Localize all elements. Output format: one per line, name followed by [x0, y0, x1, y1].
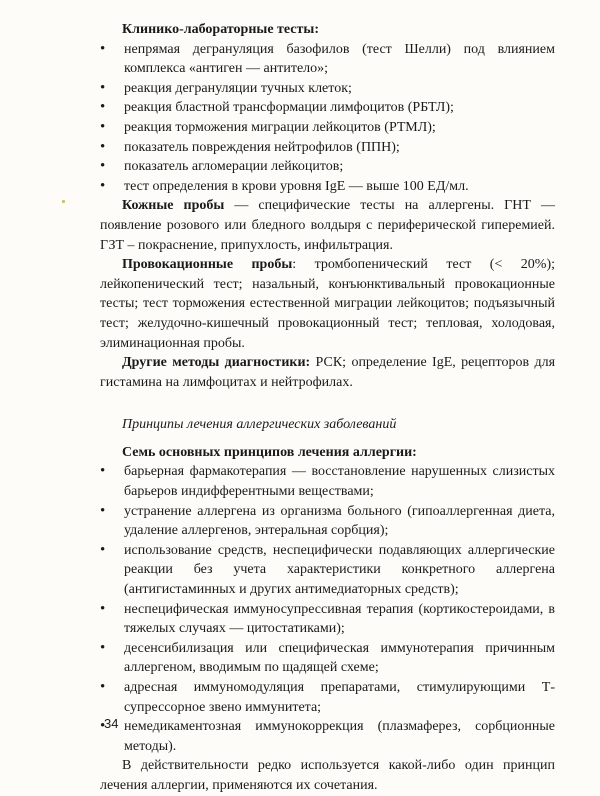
- list-item: • непрямая дегрануляция базофилов (тест Шелли) под влиянием комплекса «антиген — антитело»;: [100, 40, 555, 79]
- principles-heading: Семь основных принципов лечения аллергии:: [122, 444, 417, 460]
- page-number: 34: [104, 716, 119, 731]
- paper-speck: [62, 200, 65, 203]
- list-item: • реакция дегрануляции тучных клеток;: [100, 79, 555, 99]
- other-methods-text: РСК; определение IgE, рецепторов для гистамина на лимфоцитах и нейтрофилах.: [100, 355, 556, 390]
- list-item: • использование средств, неспецифически подавляющих аллергические реакции без учета характеристики конкретного аллергена (антигистаминных и других антимедиаторных средств);: [100, 541, 555, 600]
- list-item: • тест определения в крови уровня IgE — выше 100 ЕД/мл.: [100, 177, 555, 197]
- list-item: • реакция бластной трансформации лимфоцитов (РБТЛ);: [100, 98, 555, 118]
- other-methods-paragraph: [100, 353, 555, 392]
- skin-tests-paragraph: [100, 196, 555, 255]
- provocation-tests-text: : тромбопенический тест (< 20%); лейкопенический тест; назальный, конъюнктивальный провокационные тесты; тест торможения естественной миграции лейкоцитов; подъязычный тест; желудочно-кишечный провокационный тест; тепловая, холодовая, элиминационная пробы.: [100, 257, 555, 351]
- list-item: • адресная иммуномодуляция препаратами, стимулирующими Т-супрессорное звено иммунитета;: [100, 678, 555, 717]
- provocation-tests-paragraph: [100, 255, 555, 353]
- page-content: [100, 20, 555, 796]
- list-item: • устранение аллергена из организма больного (гипоаллергенная диета, удаление аллергенов, энтеральная сорбция);: [100, 502, 555, 541]
- conclusion-paragraph: В действительности редко используется какой-либо один принцип лечения аллергии, применяются их сочетания.: [100, 758, 555, 793]
- list-item: • десенсибилизация или специфическая иммунотерапия причинным аллергеном, вводимым по щадящей схеме;: [100, 639, 555, 678]
- list-item: • показатель повреждения нейтрофилов (ППН);: [100, 138, 555, 158]
- list-item: • немедикаментозная иммунокоррекция (плазмаферез, сорбционные методы).: [100, 717, 555, 756]
- list-item: • неспецифическая иммуносупрессивная терапия (кортикостероидами, в тяжелых случаях — цитостатиками);: [100, 600, 555, 639]
- lab-tests-list: [100, 40, 555, 197]
- provocation-tests-label: Провокационные пробы: [122, 257, 293, 273]
- list-item: • барьерная фармакотерапия — восстановление нарушенных слизистых барьеров индифферентными веществами;: [100, 462, 555, 501]
- skin-tests-text: — специфические тесты на аллергены. ГНТ — появление розового или бледного волдыря с периферической гиперемией. ГЗТ – покраснение, припухлость, инфильтрация.: [100, 198, 555, 253]
- section-title: Принципы лечения аллергических заболеваний: [122, 417, 397, 433]
- skin-tests-label: Кожные пробы: [122, 198, 225, 214]
- lab-tests-heading: Клинико-лабораторные тесты:: [122, 22, 319, 37]
- other-methods-label: Другие методы диагностики:: [122, 355, 311, 371]
- principles-list: [100, 462, 555, 756]
- list-item: • показатель агломерации лейкоцитов;: [100, 157, 555, 177]
- list-item: • реакция торможения миграции лейкоцитов (РТМЛ);: [100, 118, 555, 138]
